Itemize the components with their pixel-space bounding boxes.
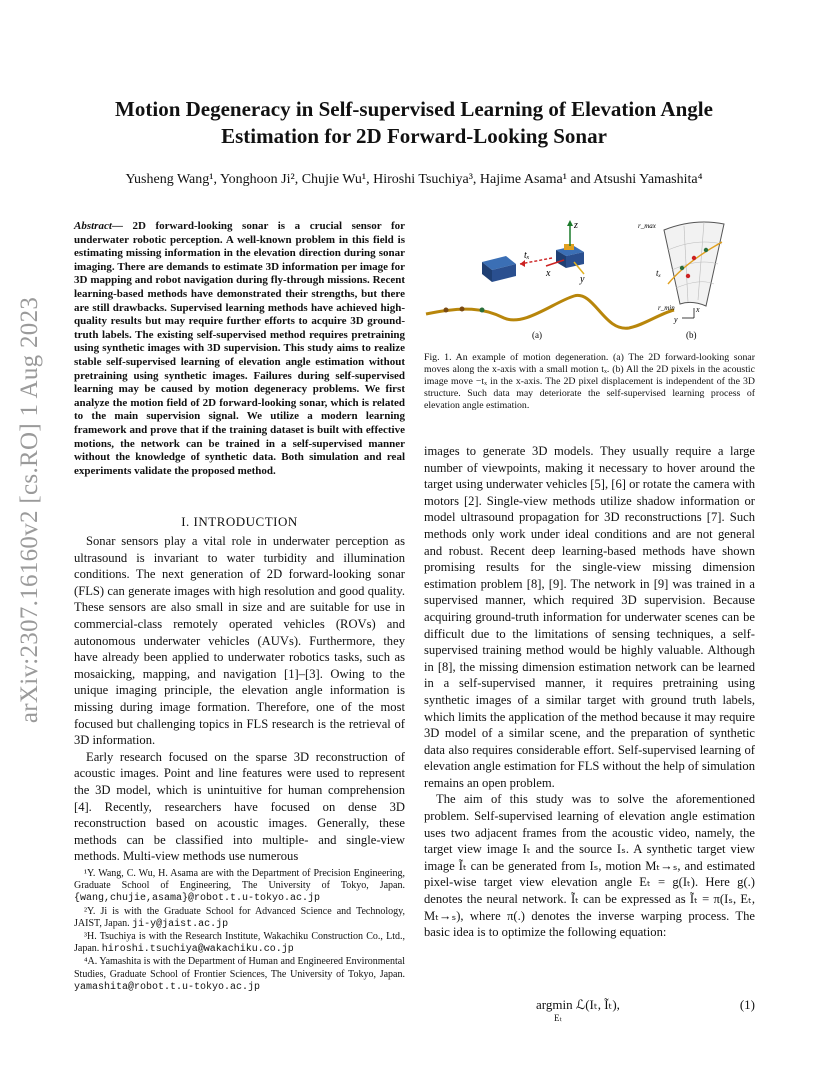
label-rmin: r_min [658,304,675,312]
equation-number: (1) [739,997,755,1012]
footnote-2: ²Y. Ji is with the Graduate School for Advanced Science and Technology, JAIST, Japan. ji-y@jaist.ac.jp [74,905,405,930]
z-axis-head [567,220,573,226]
equation-1 [424,997,755,1027]
equation-subscript: Eₜ [554,1013,563,1023]
intro-left-column [74,533,405,865]
footnote-1: ¹Y. Wang, C. Wu, H. Asama are with the Department of Precision Engineering, Graduate School of Engineering, The University of Tokyo, Japan. {wang,chujie,asama}@robot.t.u-tokyo.ac.jp [74,868,405,905]
trajectory-curve [426,295,674,328]
trajectory-point [480,308,485,313]
label-rmax: r_max [638,222,656,230]
label-tx: tₓ [524,250,530,261]
abstract [74,220,405,478]
intro-right-column [424,443,755,941]
sonar-device-right [556,244,584,268]
footnote-4: ⁴A. Yamashita is with the Department of Human and Engineered Environmental Studies, Graduate School of Frontier Sciences, The University of Tokyo, Japan. yamashita@robot.t.u-tokyo.ac.jp [74,956,405,993]
label-x: x [546,268,551,279]
abstract-label: Abstract [74,220,112,232]
figure-1-illustration [424,214,754,344]
right-paragraph-2: The aim of this study was to solve the aforementioned problem. Self-supervised learning of elevation angle estimation uses two adjacent frames from the acoustic video, namely, the target view image Iₜ and the source Iₛ. A synthetic target view image Ĩₜ can be generated from Iₛ, motion Mₜ→ₛ, and estimated pixel-wise target view elevation angle Eₜ = g(Iₜ). Here g(.) denotes the neural network. Ĩₜ can be expressed as Ĩₜ = π(Iₛ, Eₜ, Mₜ→ₛ), where π(.) denotes the inverse warping process. The basic idea is to optimize the following equation: [424,792,755,940]
translation-arrow-head [520,260,525,267]
footnote-3: ³H. Tsuchiya is with the Research Institute, Wakachiku Construction Co., Ltd., Japan. hiroshi.tsuchiya@wakachiku.co.jp [74,931,405,956]
equation-main: argmin ℒ(Iₜ, Ĩₜ), [536,997,620,1012]
label-z: z [574,220,578,231]
intro-paragraph-2: Early research focused on the sparse 3D reconstruction of acoustic images. Point and line features were used to represent the 3D model, which is unintuitive for human comprehension [4]. Recently, researchers have focused on dense 3D reconstruction based on acoustic images. Generally, these methods can be classified into multiple- and single-view methods. Multi-view methods use numerous [74,749,405,864]
label-b-y: y [674,315,678,324]
panel-a-label: (a) [532,330,542,340]
trajectory-point [444,308,449,313]
paper-title: Motion Degeneracy in Self-supervised Learning of Elevation Angle Estimation for 2D Forward-Looking Sonar [115,97,713,148]
label-b-tx: tₓ [656,268,662,278]
affiliation-footnotes [74,868,405,994]
trajectory-point [460,307,465,312]
arxiv-stamp [12,260,48,760]
sonar-fan-image [664,222,724,306]
label-b-x: x [696,305,700,314]
intro-paragraph-1: Sonar sensors play a vital role in underwater perception as ultrasound is invariant to water turbidity and illumination conditions. The next generation of 2D forward-looking sonar (FLS) can generate images with high resolution and good quality. These sensors are also small in size and are suitable for use in commercial-class remotely operated vehicles (ROVs) and autonomous underwater vehicles (AUVs). Furthermore, they have already been applied to underwater robotics tasks, such as mosaicking, mapping, and navigation [1]–[3]. Owing to the unique imaging principle, the elevation angle information is missing during image formation. Therefore, one of the most focused but challenging topics in FLS research is the retrieval of 3D information. [74,534,405,748]
figure-1 [424,214,754,344]
panel-b-label: (b) [686,330,697,340]
author-list: Yusheng Wang¹, Yonghoon Ji², Chujie Wu¹, Hiroshi Tsuchiya³, Hajime Asama¹ and Atsushi Yamashita⁴ [125,172,703,187]
section-heading: I. INTRODUCTION [181,514,298,529]
arxiv-stamp-text: arXiv:2307.16160v2 [cs.RO] 1 Aug 2023 [16,296,43,724]
figure-caption: Fig. 1. An example of motion degeneration. (a) The 2D forward-looking sonar moves along the x-axis with a small motion tₓ. (b) All the 2D pixels in the acoustic image move −tₓ in the x-axis. The 2D pixel displacement is independent of the 3D structure. Such data may deteriorate the self-supervised learning process of elevation angle estimation. [424,352,755,411]
label-y: y [580,274,585,285]
sonar-device-left [482,256,516,282]
right-paragraph-1: images to generate 3D models. They usually require a large number of viewpoints, making it necessary to hover around the target using underwater vehicles [5], [6] or rotate the camera with motors [2]. Single-view methods utilize shadow information or model ultrasound propagation for 3D reconstructions [7]. Such methods only work under ideal conditions and are not general and robust. Recent deep learning-based methods have shown promising results for the single-view missing dimension estimation problem [8], [9]. The network in [9] was trained in a supervised manner, which required 3D supervision. Because acquiring ground-truth information for underwater scenes can be difficult due to the limitations of sensing techniques, a self-supervised training method would be highly valuable. Although in [8], the missing dimension estimation network can be learned in a self-supervised manner, it requires pretraining using synthetic images of a similar target with ground truth labels, which limits the application of the method because it may require 3D model of a similar scene, and the preparation of synthetic data also requires considerable effort. Self-supervised learning of elevation angle estimation for FLS without the help of simulation remains an open problem. [424,444,755,790]
abstract-text: — 2D forward-looking sonar is a crucial sensor for underwater robotic perception. A well-known problem in this field is estimating missing information in the elevation direction during sonar imaging. There are demands to estimate 3D information per image for 3D mapping and robot navigation during fly-through missions. Recent learning-based methods have demonstrated their strengths, but there are still drawbacks. Supervised learning methods have achieved high-quality results but may require further efforts to acquire 3D ground-truth labels. The existing self-supervised method requires pretraining using synthetic images with 3D supervision. This study aims to realize stable self-supervised learning of elevation angle estimation without pretraining using synthetic images. Failures during self-supervised learning may be caused by motion degeneracy problems. We first analyze the motion field of 2D forward-looking sonar, which is related to the main supervision signal. We utilize a modern learning framework and prove that if the training dataset is built with effective motions, the network can be trained in a self-supervised manner without the knowledge of synthetic data. Both simulation and real experiments validate the proposed method. [74,220,405,477]
